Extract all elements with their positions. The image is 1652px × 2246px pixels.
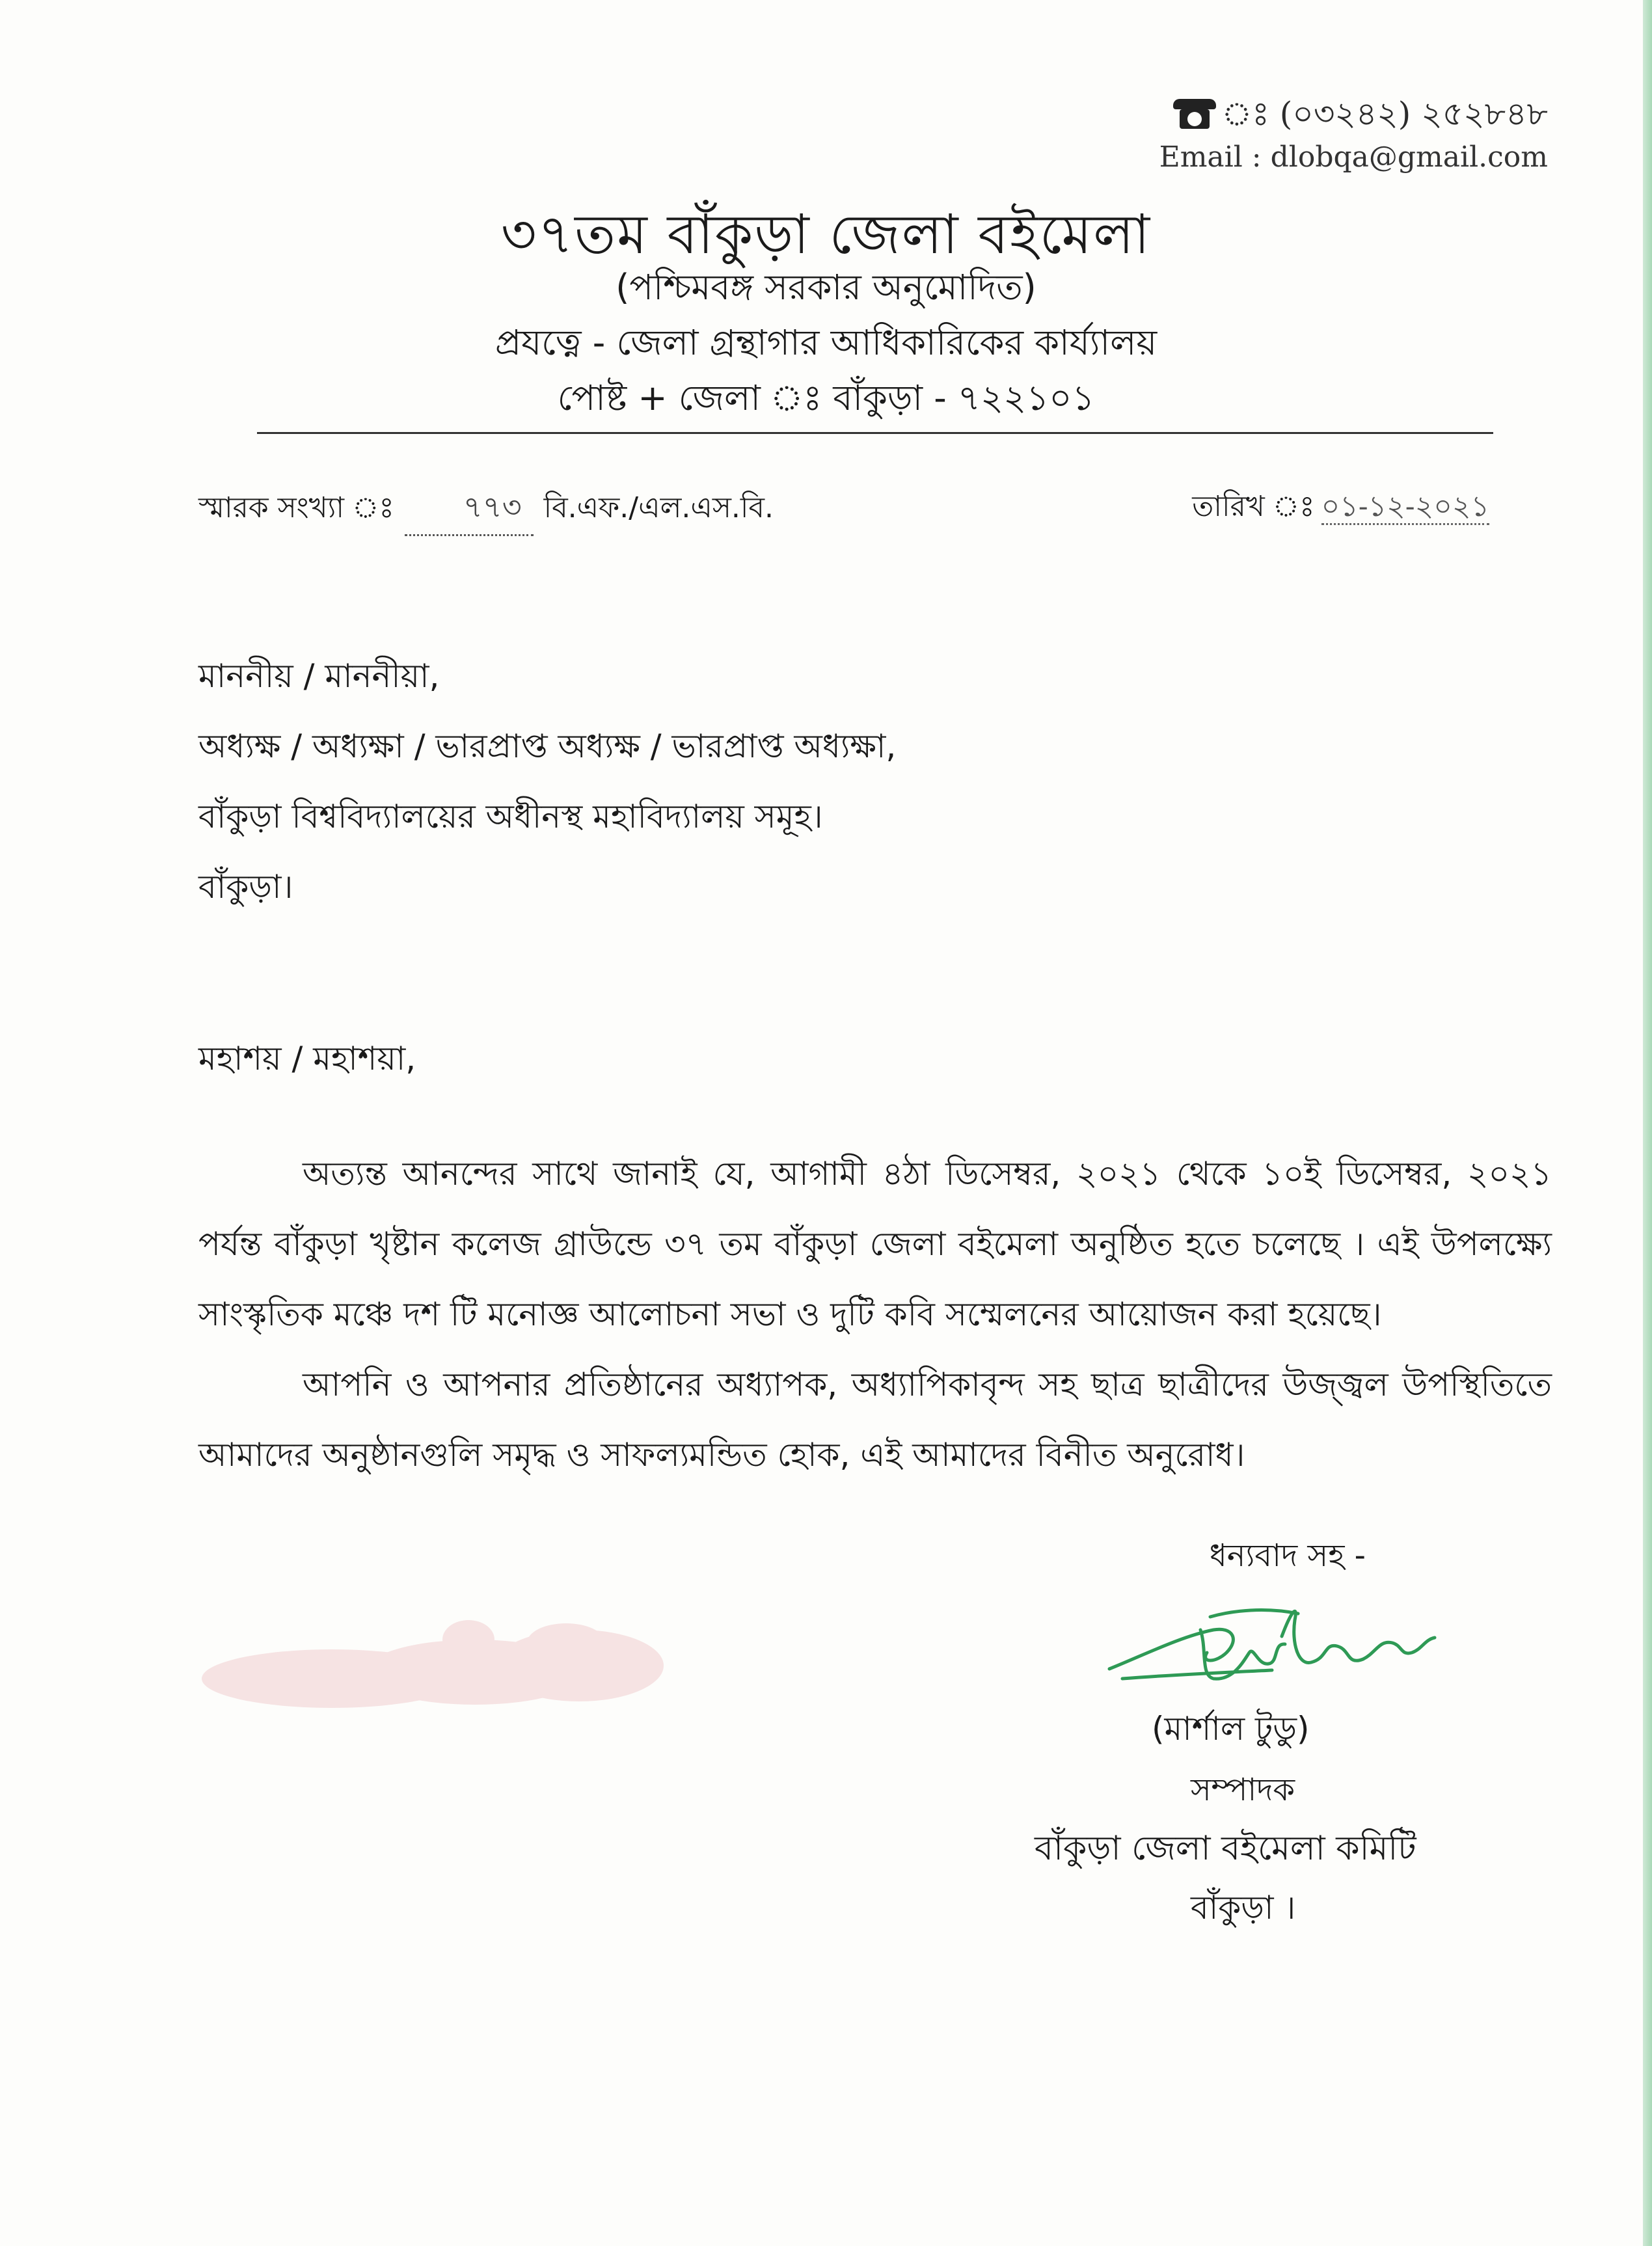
memo-label: স্মারক সংখ্যা ঃ	[198, 491, 394, 524]
letterhead-title: ৩৭তম বাঁকুড়া জেলা বইমেলা	[500, 202, 1152, 266]
addressee-line: মাননীয় / মাননীয়া,	[198, 657, 440, 695]
telephone-icon	[1172, 99, 1217, 129]
date-line	[1192, 485, 1489, 532]
addressee-line: বাঁকুড়া।	[198, 868, 293, 906]
memo-line	[198, 485, 774, 536]
body-paragraph: আপনি ও আপনার প্রতিষ্ঠানের অধ্যাপক, অধ্যাপিকাবৃন্দ সহ ছাত্র ছাত্রীদের উজ্জ্বল উপস্থিতিতে আমাদের অনুষ্ঠানগুলি সমৃদ্ধ ও সাফল্যমন্ডিত হোক, এই আমাদের বিনীত অনুরোধ।	[198, 1366, 1552, 1474]
addressee-line: বাঁকুড়া বিশ্ববিদ্যালয়ের অধীনস্থ মহাবিদ্যালয় সমূহ।	[198, 798, 823, 835]
signatory-role: সম্পাদক	[1191, 1772, 1295, 1808]
addressee-line: অধ্যক্ষ / অধ্যক্ষা / ভারপ্রাপ্ত অধ্যক্ষ / ভারপ্রাপ্ত অধ্যক্ষা,	[198, 727, 897, 765]
letterhead-office: প্রযত্নে - জেলা গ্রন্থাগার আধিকারিকের কার্য্যালয়	[494, 322, 1158, 363]
email: Email : dlobqa@gmail.com	[1159, 141, 1548, 174]
letterhead-address: পোষ্ট + জেলা ঃ বাঁকুড়া - ৭২২১০১	[557, 377, 1095, 418]
memo-suffix: বি.এফ./এল.এস.বি.	[543, 491, 774, 524]
header-divider	[257, 432, 1493, 434]
date-label: তারিখ ঃ	[1192, 490, 1315, 523]
closing-thanks: ধন্যবাদ সহ -	[1209, 1537, 1366, 1574]
letterhead-subtitle: (পশ্চিমবঙ্গ সরকার অনুমোদিত)	[616, 267, 1036, 308]
phone-number: ঃ (০৩২৪২) ২৫২৮৪৮	[1221, 95, 1548, 133]
memo-number: ৭৭৩	[405, 485, 534, 536]
letter-body	[198, 1139, 1552, 1490]
handwritten-signature	[1103, 1591, 1441, 1695]
salutation: মহাশয় / মহাশয়া,	[198, 1040, 416, 1077]
redacted-smudge	[202, 1620, 670, 1711]
contact-block	[1159, 91, 1548, 178]
body-paragraph: অত্যন্ত আনন্দের সাথে জানাই যে, আগামী ৪ঠা ডিসেম্বর, ২০২১ থেকে ১০ই ডিসেম্বর, ২০২১ পর্যন্ত বাঁকুড়া খৃষ্টান কলেজ গ্রাউন্ডে ৩৭ তম বাঁকুড়া জেলা বইমেলা অনুষ্ঠিত হতে চলেছে । এই উপলক্ষ্যে সাংস্কৃতিক মঞ্চে দশ টি মনোজ্ঞ আলোচনা সভা ও দুটি কবি সম্মেলনের আয়োজন করা হয়েছে।	[198, 1155, 1552, 1333]
signatory-committee: বাঁকুড়া জেলা বইমেলা কমিটি	[1035, 1829, 1416, 1868]
signatory-name: (মার্শাল টুডু)	[1152, 1710, 1310, 1748]
addressee-block	[198, 641, 896, 922]
signatory-place: বাঁকুড়া ।	[1191, 1889, 1296, 1927]
date-value: ০১-১২-২০২১	[1321, 490, 1489, 525]
